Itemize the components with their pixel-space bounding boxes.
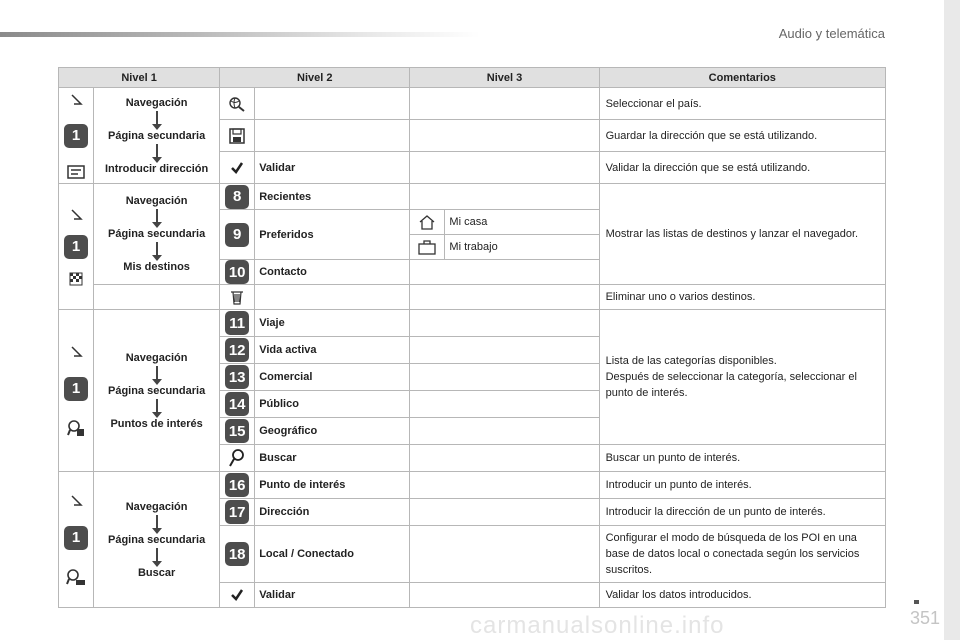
- level1-path-cell: [94, 310, 220, 472]
- navigation-arrow-icon: [69, 208, 83, 222]
- table-row: [59, 88, 886, 120]
- nav-introducir-direccion: Introducir dirección: [104, 162, 209, 175]
- badge-11: 11: [225, 311, 249, 335]
- comment-cell: Introducir un punto de interés.: [599, 472, 885, 499]
- level3-mi-trabajo: Mi trabajo: [445, 235, 599, 260]
- level2-comercial: Comercial: [255, 364, 410, 391]
- badge-1: 1: [64, 526, 88, 550]
- level2-geografico: Geográfico: [255, 418, 410, 445]
- nav-navegacion: Navegación: [125, 96, 188, 109]
- table-row: [59, 310, 886, 337]
- comment-line-2: Después de seleccionar la categoría, seleccionar el punto de interés.: [605, 371, 857, 399]
- arrow-down-icon: [156, 515, 158, 529]
- level2-vida-activa: Vida activa: [255, 337, 410, 364]
- watermark: carmanualsonline.info: [470, 612, 725, 639]
- comment-cell: Guardar la dirección que se está utilizando.: [599, 120, 885, 152]
- page-number: 351: [909, 608, 940, 628]
- badge-12: 12: [225, 338, 249, 362]
- level1-path-cell: [94, 88, 220, 184]
- table-header-row: [59, 68, 886, 88]
- badge-8: 8: [225, 185, 249, 209]
- arrow-down-icon: [156, 242, 158, 256]
- briefcase-icon: [418, 240, 436, 255]
- page-marker: [914, 600, 919, 604]
- menu-table: [58, 67, 886, 608]
- globe-search-icon: [228, 96, 246, 112]
- level2-viaje: Viaje: [255, 310, 410, 337]
- level2-punto-de-interes: Punto de interés: [255, 472, 410, 499]
- level1-path-cell: [94, 184, 220, 285]
- level1-icons-cell: [59, 472, 94, 608]
- badge-1: 1: [64, 124, 88, 148]
- page-edge-bar: [944, 0, 960, 640]
- nav-pagina-secundaria: Página secundaria: [107, 384, 206, 397]
- abc-search-icon: [66, 568, 86, 586]
- badge-16: 16: [225, 473, 249, 497]
- level2-contacto: Contacto: [255, 260, 410, 285]
- nav-pagina-secundaria: Página secundaria: [107, 533, 206, 546]
- nav-pagina-secundaria: Página secundaria: [107, 129, 206, 142]
- nav-navegacion: Navegación: [125, 351, 188, 364]
- nav-buscar: Buscar: [137, 566, 176, 579]
- badge-1: 1: [64, 235, 88, 259]
- level2-local-conectado: Local / Conectado: [255, 526, 410, 583]
- table-row: [59, 285, 886, 310]
- navigation-arrow-icon: [69, 494, 83, 508]
- level1-icons-cell: [59, 88, 94, 184]
- level2-recientes: Recientes: [255, 184, 410, 210]
- arrow-down-icon: [156, 209, 158, 223]
- comment-cell: Validar la dirección que se está utilizando.: [599, 152, 885, 184]
- checkmark-icon: [230, 161, 244, 175]
- comment-cell: Configurar el modo de búsqueda de los POI en una base de datos local o conectada según los servicios suscritos.: [599, 526, 885, 583]
- arrow-down-icon: [156, 366, 158, 380]
- nav-mis-destinos: Mis destinos: [123, 261, 190, 273]
- level1-icons-cell: [59, 310, 94, 472]
- level1-path-cell: [94, 472, 220, 608]
- arrow-down-icon: [156, 399, 158, 413]
- keyboard-address-icon: [67, 165, 85, 179]
- comment-cell: Validar los datos introducidos.: [599, 583, 885, 608]
- arrow-down-icon: [156, 548, 158, 562]
- header-nivel-3: Nivel 3: [410, 68, 599, 88]
- nav-puntos-de-interes: Puntos de interés: [110, 417, 203, 430]
- header-nivel-1: Nivel 1: [59, 68, 220, 88]
- badge-17: 17: [225, 500, 249, 524]
- table-row: [59, 472, 886, 499]
- header-nivel-2: Nivel 2: [220, 68, 410, 88]
- comment-destinos: Mostrar las listas de destinos y lanzar el navegador.: [599, 184, 885, 285]
- level3-mi-casa: Mi casa: [445, 210, 599, 235]
- level2-direccion: Dirección: [255, 499, 410, 526]
- nav-pagina-secundaria: Página secundaria: [107, 228, 206, 240]
- poi-search-icon: [67, 419, 85, 437]
- badge-9: 9: [225, 223, 249, 247]
- section-title: Audio y telemática: [778, 26, 885, 41]
- comment-cell: Eliminar uno o varios destinos.: [599, 285, 885, 310]
- checkmark-icon: [230, 588, 244, 602]
- badge-14: 14: [225, 392, 249, 416]
- badge-18: 18: [225, 542, 249, 566]
- search-icon: [229, 449, 245, 467]
- navigation-arrow-icon: [69, 345, 83, 359]
- trash-icon: [230, 289, 244, 305]
- navigation-arrow-icon: [69, 93, 83, 107]
- nav-navegacion: Navegación: [125, 500, 188, 513]
- comment-cell: Introducir la dirección de un punto de interés.: [599, 499, 885, 526]
- comment-categorias: [599, 310, 885, 445]
- badge-13: 13: [225, 365, 249, 389]
- globe-search-icon-cell: [220, 88, 255, 120]
- level1-icons-cell: [59, 184, 94, 310]
- comment-line-1: Lista de las categorías disponibles.: [605, 355, 777, 367]
- nav-navegacion: Navegación: [125, 195, 188, 207]
- badge-1: 1: [64, 377, 88, 401]
- comment-cell: Buscar un punto de interés.: [599, 445, 885, 472]
- save-icon: [229, 128, 245, 144]
- table-row: [59, 184, 886, 210]
- checkered-flag-icon: [69, 272, 83, 286]
- level2-buscar: Buscar: [255, 445, 410, 472]
- header-gradient-bar: [0, 32, 480, 37]
- level2-publico: Público: [255, 391, 410, 418]
- home-icon: [418, 214, 436, 230]
- header-comentarios: Comentarios: [599, 68, 885, 88]
- arrow-down-icon: [156, 111, 158, 125]
- arrow-down-icon: [156, 144, 158, 158]
- badge-10: 10: [225, 260, 249, 284]
- level2-validar: Validar: [255, 152, 410, 184]
- badge-15: 15: [225, 419, 249, 443]
- comment-cell: Seleccionar el país.: [599, 88, 885, 120]
- level2-validar: Validar: [255, 583, 410, 608]
- level2-preferidos: Preferidos: [255, 210, 410, 260]
